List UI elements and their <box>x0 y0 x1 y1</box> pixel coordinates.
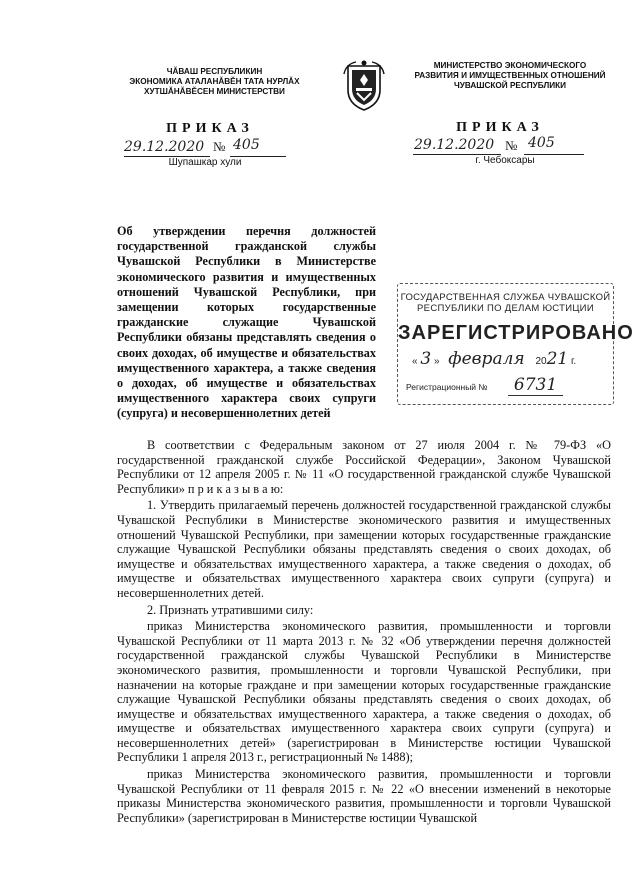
order-heading-left: ПРИКАЗ <box>166 121 254 136</box>
stamp-date-close-quote: » <box>433 356 440 367</box>
stamp-date-month: февраля <box>448 349 525 369</box>
city-russian: г. Чебоксары <box>475 155 535 166</box>
stamp-line-1: ГОСУДАРСТВЕННАЯ СЛУЖБА ЧУВАШСКОЙ <box>400 292 611 303</box>
stamp-date-year-prefix: 20 <box>535 356 547 367</box>
stamp-date-year-suffix: 21 <box>546 349 569 369</box>
ministry-name-chuvash-line-3: ХУТШĂНĂВĔСЕН МИНИСТЕРСТВИ <box>144 87 285 96</box>
order-number-right: 405 <box>528 135 555 151</box>
ministry-name-russian-line-1: МИНИСТЕРСТВО ЭКОНОМИЧЕСКОГО <box>433 61 587 70</box>
stamp-date-year-suffix-g: г. <box>570 356 577 367</box>
ministry-name-russian-line-3: ЧУВАШСКОЙ РЕСПУБЛИКИ <box>454 81 566 90</box>
order-date-left: 29.12.2020 <box>124 139 205 155</box>
stamp-registration-label: Регистрационный № <box>406 382 488 392</box>
order-heading-right: ПРИКАЗ <box>456 120 544 135</box>
stamp-date-open-quote: « <box>412 356 418 367</box>
document-title <box>117 224 376 422</box>
order-number-sign-right: № <box>505 138 518 153</box>
ministry-name-chuvash-line-1: ЧĂВАШ РЕСПУБЛИКИН <box>166 67 263 76</box>
body-paragraph-2-item-1: приказ Министерства экономического развития, промышленности и торговли Чувашской Республики от 11 марта 2013 г. № 32 «Об утверждении перечня должностей государственной гражданской службы Чувашской Республики в Министерстве экономического развития, промышленности и торговли Чувашской Республики, при назначении на которые граждане и при замещении которых государственные гражданские служащие Чувашской Республики обязаны представлять сведения о своих доходах, об имуществе и обязательствах имущественного характера, а также сведения о доходах, об имуществе и обязательствах имущественного характера своих супруги (супруга) и несовершеннолетних детей» (зарегистрирован в Министерстве юстиции Чувашской Республики 1 апреля 2013 г., регистрационный № 1488); <box>117 619 611 765</box>
chuvash-emblem-icon <box>342 60 386 112</box>
body-paragraph-preamble: В соответствии с Федеральным законом от 27 июля 2004 г. № 79-ФЗ «О государственной гражданской службе Российской Федерации», Законом Чувашской Республики от 12 апреля 2005 г. № 11 «О государственной гражданской службе Чувашской Республики» п р и к а з ы в а ю: <box>117 438 611 496</box>
city-chuvash: Шупашкар хули <box>168 157 242 168</box>
stamp-date-day: 3 <box>420 349 432 369</box>
stamp-registration-number: 6731 <box>508 375 563 396</box>
ministry-name-russian <box>400 61 620 91</box>
ministry-name-chuvash-line-2: ЭКОНОМИКА АТАЛАНĂВĔН ТАТА НУРЛĂХ <box>129 77 300 86</box>
body-paragraph-1: 1. Утвердить прилагаемый перечень должностей государственной гражданской службы Чувашской Республики в Министерстве экономического развития и имущественных отношений Чувашской Республики, при замещении которых государственные гражданские служащие Чувашской Республики обязаны представлять сведения о своих доходах, об имуществе и обязательствах имущественного характера, а также сведения о доходах, об имуществе и обязательствах имущественного характера своих супруги (супруга) и несовершеннолетних детей. <box>117 498 611 600</box>
order-date-right: 29.12.2020 <box>414 137 495 153</box>
body-paragraph-2: 2. Признать утратившими силу: <box>147 602 314 617</box>
order-number-sign-left: № <box>213 139 226 154</box>
stamp-registered: ЗАРЕГИСТРИРОВАНО <box>398 322 634 344</box>
registration-stamp <box>397 283 634 405</box>
order-number-left: 405 <box>233 137 260 153</box>
ministry-name-chuvash <box>112 67 317 97</box>
stamp-line-2: РЕСПУБЛИКИ ПО ДЕЛАМ ЮСТИЦИИ <box>417 303 594 314</box>
document-title-text: Об утверждении перечня должностей государственной гражданской службы Чувашской Республики в Министерстве экономического развития и имущественных отношений Чувашской Республики, при замещении которых государственные гражданские служащие Чувашской Республики обязаны представлять сведения о своих доходах, об имуществе и обязательствах имущественного характера, а также сведения о доходах, об имуществе и обязательствах имущественного характера своих супруги (супруга) и несовершеннолетних детей <box>117 224 376 421</box>
ministry-name-russian-line-2: РАЗВИТИЯ И ИМУЩЕСТВЕННЫХ ОТНОШЕНИЙ <box>414 71 606 80</box>
stamp-date <box>398 349 613 369</box>
document-body <box>117 438 611 827</box>
body-paragraph-2-item-2: приказ Министерства экономического развития, промышленности и торговли Чувашской Республики от 11 февраля 2015 г. № 22 «О внесении изменений в некоторые приказы Министерства экономического развития, промышленности и торговли Чувашской Республики» (зарегистрирован в Министерстве юстиции Чувашской <box>117 767 611 825</box>
stamp-registration <box>398 375 613 395</box>
